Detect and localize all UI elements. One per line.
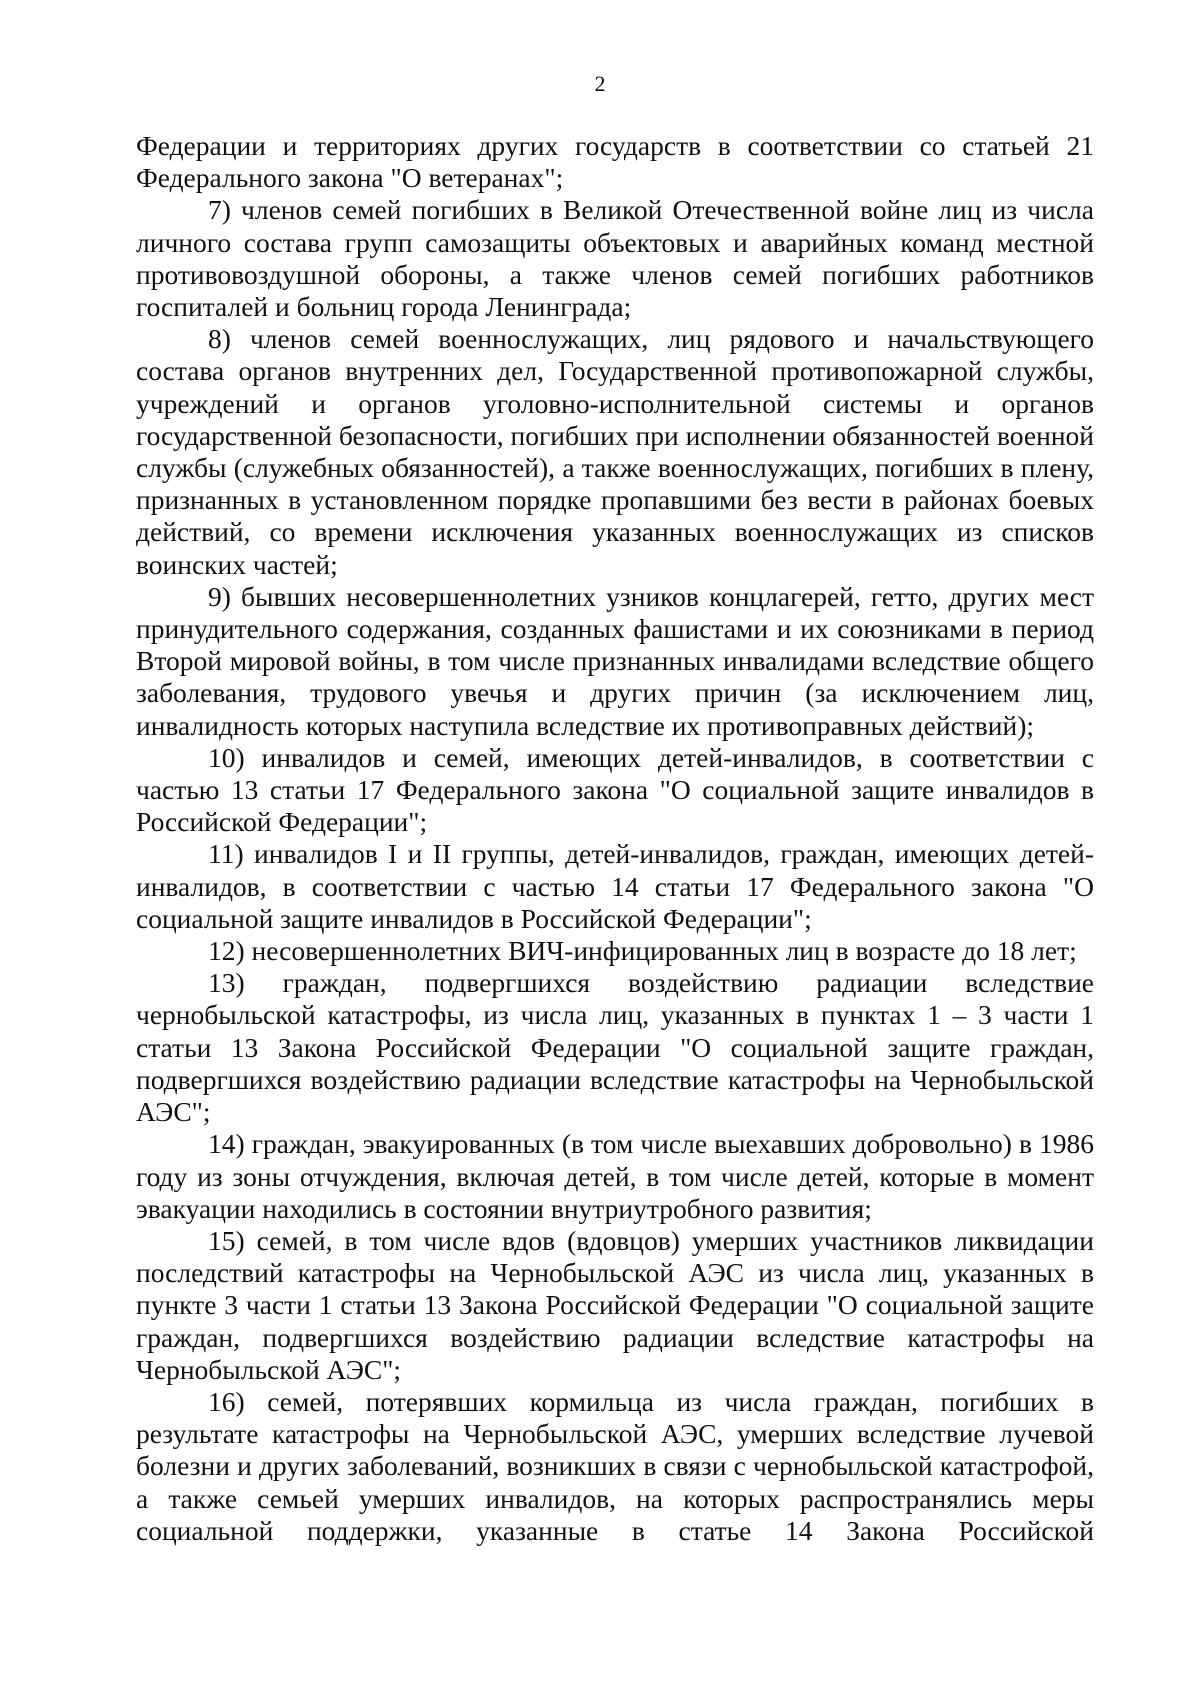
list-item-15: 15) семей, в том числе вдов (вдовцов) умерших участников ликвидации последствий катастрофы на Чернобыльской АЭС из числа лиц, указанных в пункте 3 части 1 статьи 13 Закона Российской Федерации "О социальной защите граждан, подвергшихся воздействию радиации вследствие катастрофы на Чернобыльской АЭС";: [136, 1224, 1094, 1385]
list-item-8: 8) членов семей военнослужащих, лиц рядового и начальствующего состава органов внутренних дел, Государственной противопожарной службы, учреждений и органов уголовно-исполнительной системы и органов государственной безопасности, погибших при исполнении обязанностей военной службы (служебных обязанностей), а также военнослужащих, погибших в плену, признанных в установленном порядке пропавшими без вести в районах боевых действий, со времени исключения указанных военнослужащих из списков воинских частей;: [136, 323, 1094, 580]
list-item-13: 13) граждан, подвергшихся воздействию радиации вследствие чернобыльской катастрофы, из числа лиц, указанных в пунктах 1 – 3 части 1 статьи 13 Закона Российской Федерации "О социальной защите граждан, подвергшихся воздействию радиации вследствие катастрофы на Чернобыльской АЭС";: [136, 967, 1094, 1128]
list-item-10: 10) инвалидов и семей, имеющих детей-инвалидов, в соответствии с частью 13 статьи 17 Федерального закона "О социальной защите инвалидов в Российской Федерации";: [136, 741, 1094, 838]
list-item-14: 14) граждан, эвакуированных (в том числе выехавших добровольно) в 1986 году из зоны отчуждения, включая детей, в том числе детей, которые в момент эвакуации находились в состоянии внутриутробного развития;: [136, 1128, 1094, 1224]
list-item-7: 7) членов семей погибших в Великой Отечественной войне лиц из числа личного состава групп самозащиты объектовых и аварийных команд местной противовоздушной обороны, а также членов семей погибших работников госпиталей и больниц города Ленинграда;: [136, 194, 1094, 323]
list-item-9: 9) бывших несовершеннолетних узников концлагерей, гетто, других мест принудительного содержания, созданных фашистами и их союзниками в период Второй мировой войны, в том числе признанных инвалидами вследствие общего заболевания, трудового увечья и других причин (за исключением лиц, инвалидность которых наступила вследствие их противоправных действий);: [136, 580, 1094, 741]
page-number: 2: [594, 71, 606, 96]
list-item-12: 12) несовершеннолетних ВИЧ-инфицированных лиц в возрасте до 18 лет;: [208, 935, 1077, 967]
list-item-11: 11) инвалидов I и II группы, детей-инвалидов, граждан, имеющих детей-инвалидов, в соответствии с частью 14 статьи 17 Федерального закона "О социальной защите инвалидов в Российской Федерации";: [136, 838, 1094, 934]
list-item-16: 16) семей, потерявших кормильца из числа граждан, погибших в результате катастрофы на Чернобыльской АЭС, умерших вследствие лучевой болезни и других заболеваний, возникших в связи с чернобыльской катастрофой, а также семьей умерших инвалидов, на которых распространялись меры социальной поддержки, указанные в статье 14 Закона Российской: [136, 1385, 1094, 1546]
document-body: [136, 130, 1094, 1547]
paragraph-continuation: Федерации и территориях других государств в соответствии со статьей 21 Федерального закона "О ветеранах";: [136, 130, 1094, 194]
